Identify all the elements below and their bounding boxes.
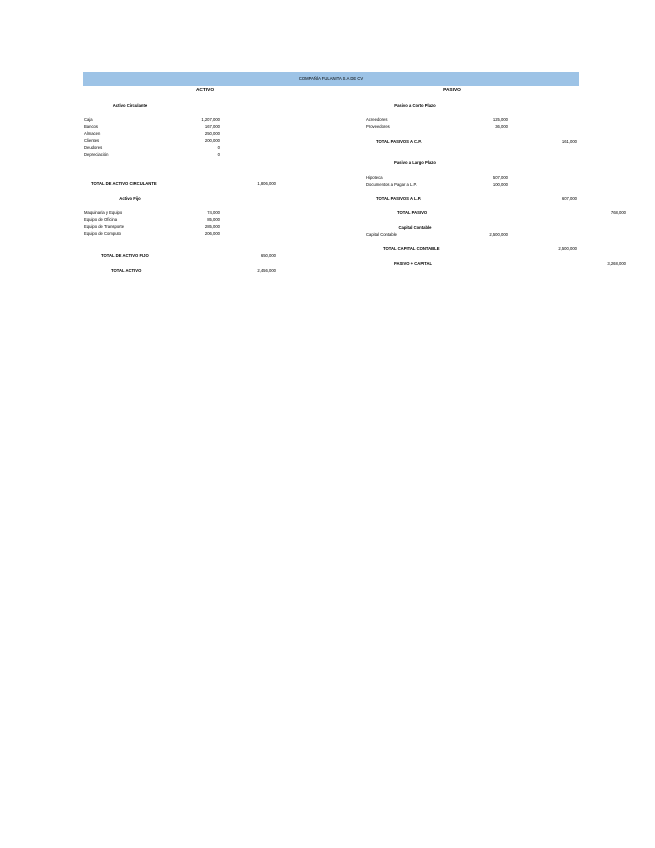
activo-item-label: Bancos xyxy=(84,124,98,129)
total-activo-fijo-label: TOTAL DE ACTIVO FIJO xyxy=(101,253,149,258)
activo-item-value: 1,207,000 xyxy=(201,117,220,122)
activo-item-label: Caja xyxy=(84,117,93,122)
company-title: COMPAÑÍA FULANITA S.A DE CV xyxy=(298,76,364,81)
total-activo-fijo-value: 650,000 xyxy=(260,253,276,258)
total-activo-circulante-value: 1,806,000 xyxy=(257,181,276,186)
total-pasivo-lp-label: TOTAL PASIVOS A L.P. xyxy=(376,196,422,201)
pasivo-item-label: Proveedores xyxy=(366,124,390,129)
pasivo-heading: PASIVO xyxy=(443,88,461,93)
activo-item-label: Maquinaria y Equipo xyxy=(84,210,123,215)
activo-circulante-title: Activo Circulante xyxy=(112,103,148,108)
activo-heading: ACTIVO xyxy=(195,88,215,93)
total-capital-value: 2,500,000 xyxy=(558,246,577,251)
activo-item-value: 285,000 xyxy=(204,224,220,229)
total-pasivo-label: TOTAL PASIVO xyxy=(397,210,428,215)
capital-item-value: 2,500,000 xyxy=(489,232,508,237)
total-capital-label: TOTAL CAPITAL CONTABLE xyxy=(383,246,440,251)
pasivo-item-value: 507,000 xyxy=(492,175,508,180)
pasivo-largo-title: Pasivo a Largo Plazo xyxy=(394,160,436,165)
activo-item-label: Clientes xyxy=(84,138,100,143)
activo-item-value: 0 xyxy=(217,152,220,157)
capital-title: Capital Contable xyxy=(398,225,432,230)
pasivo-item-value: 125,000 xyxy=(492,117,508,122)
total-activo-value: 2,456,000 xyxy=(257,268,276,273)
activo-item-label: Depreciación xyxy=(84,152,109,157)
activo-item-value: 167,000 xyxy=(204,124,220,129)
pasivo-capital-label: PASIVO + CAPITAL xyxy=(394,261,433,266)
activo-item-label: Deudores xyxy=(84,145,103,150)
activo-item-label: Equipo de Oficina xyxy=(84,217,118,222)
capital-item-label: Capital Contable xyxy=(366,232,397,237)
activo-item-value: 206,000 xyxy=(204,231,220,236)
total-pasivo-lp-value: 607,000 xyxy=(561,196,577,201)
pasivo-item-label: Documentos a Pagar a L.P. xyxy=(366,182,417,187)
pasivo-item-label: Acreedores xyxy=(366,117,388,122)
pasivo-item-value: 36,000 xyxy=(495,124,508,129)
pasivo-capital-value: 3,268,000 xyxy=(607,261,626,266)
total-pasivo-value: 768,000 xyxy=(610,210,626,215)
activo-fijo-title: Activo Fijo xyxy=(119,196,141,201)
pasivo-corto-title: Pasivo a Corto Plazo xyxy=(394,103,436,108)
activo-item-value: 200,000 xyxy=(204,138,220,143)
activo-item-value: 250,000 xyxy=(204,131,220,136)
activo-item-value: 85,000 xyxy=(207,217,220,222)
activo-item-value: 0 xyxy=(217,145,220,150)
total-pasivo-cp-label: TOTAL PASIVOS A C.P. xyxy=(376,139,422,144)
activo-item-label: Almacen xyxy=(84,131,101,136)
activo-item-label: Equipo de Computo xyxy=(84,231,122,236)
activo-item-label: Equipo de Transporte xyxy=(84,224,125,229)
pasivo-item-value: 100,000 xyxy=(492,182,508,187)
total-activo-circulante-label: TOTAL DE ACTIVO CIRCULANTE xyxy=(91,181,157,186)
total-pasivo-cp-value: 161,000 xyxy=(561,139,577,144)
total-activo-label: TOTAL ACTIVO xyxy=(111,268,142,273)
activo-item-value: 74,000 xyxy=(207,210,220,215)
pasivo-item-label: Hipoteca xyxy=(366,175,383,180)
